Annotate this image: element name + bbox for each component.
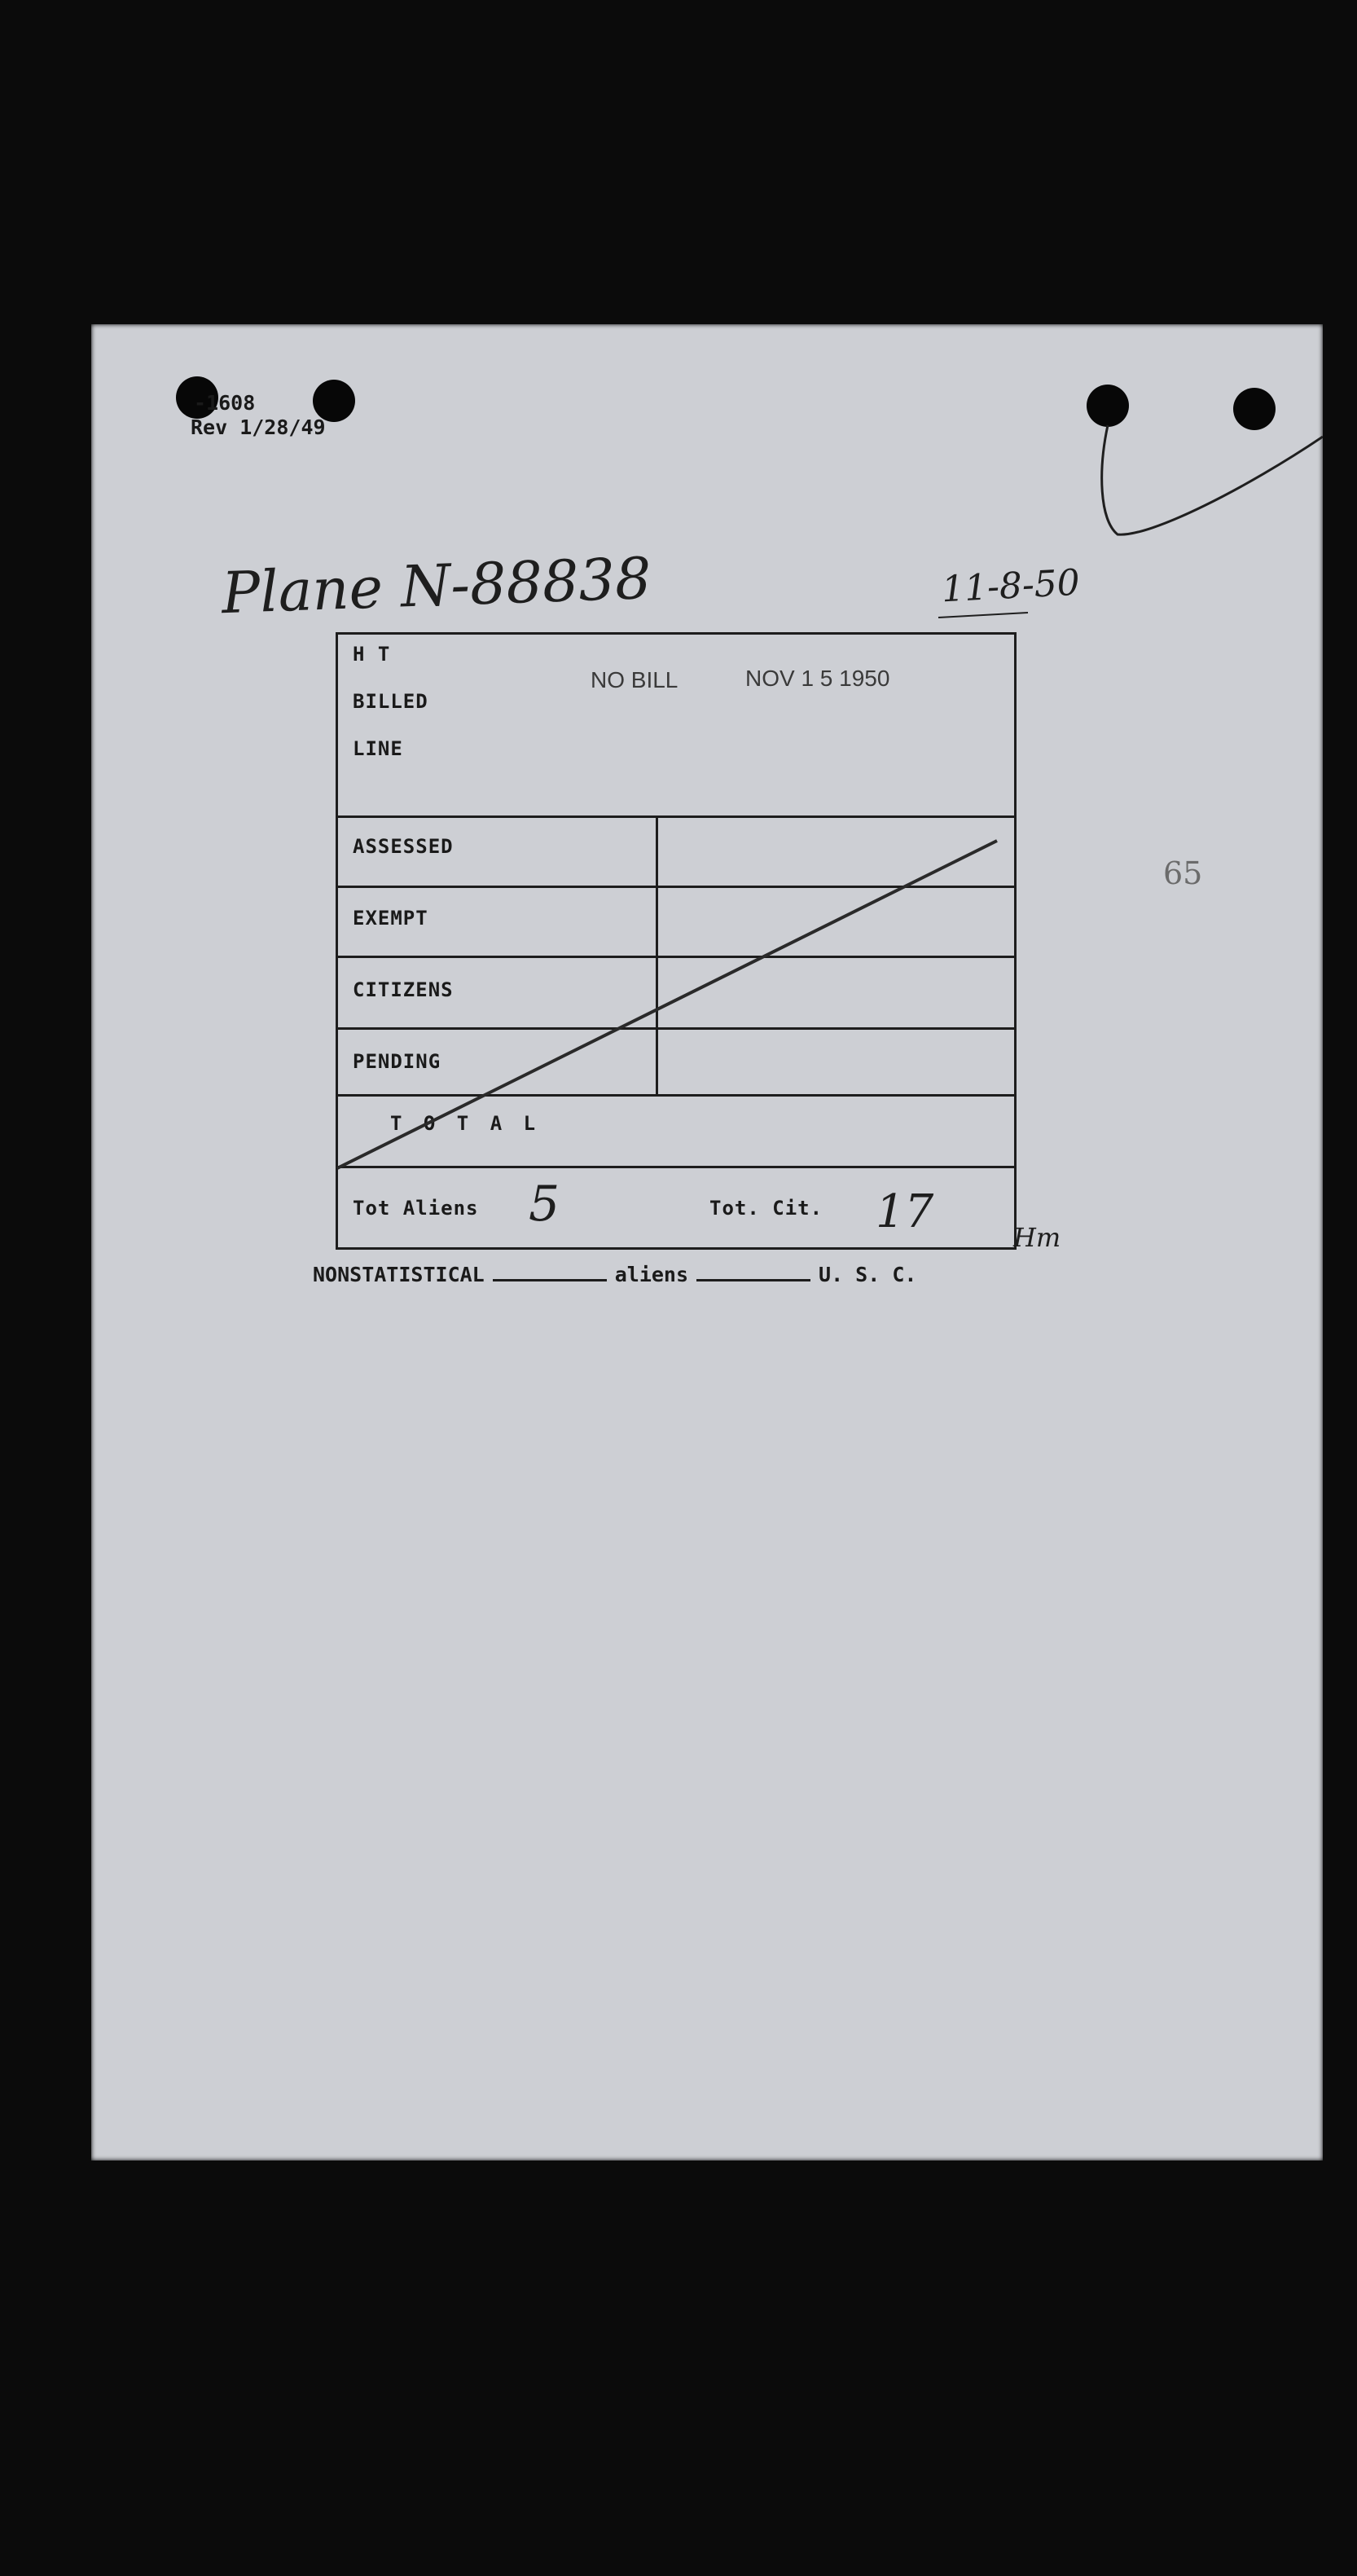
handwritten-title: Plane N-88838 [220,544,652,627]
tot-cit-label: Tot. Cit. [709,1197,823,1220]
no-bill-stamp: NO BILL [591,667,678,692]
header-label-billed: BILLED [353,690,428,713]
tot-aliens-label: Tot Aliens [353,1197,479,1220]
row-label-citizens: CITIZENS [353,978,454,1001]
form-number: -1608 [194,391,256,415]
handwritten-date: 11-8-50 [940,561,1081,611]
pen-marks [91,324,1323,2161]
form-revision: Rev 1/28/49 [191,415,326,439]
header-label-ht: H T [353,643,391,666]
usc-label: U. S. C. [819,1263,917,1286]
initials: Hm [1013,1222,1061,1253]
date-underline [938,613,1028,618]
row-label-pending: PENDING [353,1050,441,1073]
document-card [91,324,1323,2161]
tot-cit-value: 17 [876,1185,934,1238]
row-label-assessed: ASSESSED [353,835,454,858]
diagonal-strike-line [337,841,997,1168]
curved-pen-stroke [1102,425,1323,534]
total-label: T O T A L [390,1112,541,1135]
aliens-label: aliens [614,1263,689,1286]
side-number: 65 [1163,855,1203,891]
nonstatistical-label: NONSTATISTICAL [313,1263,485,1286]
date-stamp: NOV 1 5 1950 [745,666,890,691]
row-label-exempt: EXEMPT [353,907,428,930]
tot-aliens-value: 5 [529,1176,560,1233]
header-label-line: LINE [353,737,403,760]
